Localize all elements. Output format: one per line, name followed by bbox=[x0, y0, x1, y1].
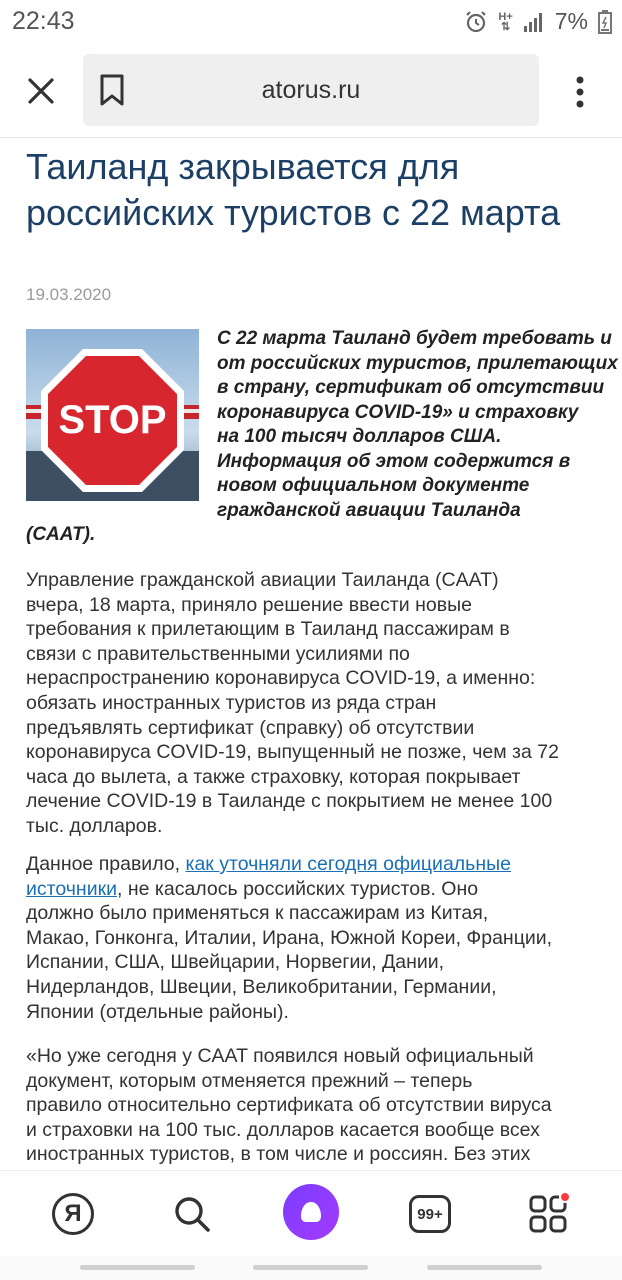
battery-icon bbox=[598, 10, 612, 34]
lead-line: гражданской авиации Таиланда bbox=[217, 499, 521, 521]
article bbox=[0, 139, 622, 1170]
alice-icon[interactable] bbox=[283, 1184, 339, 1240]
address-bar[interactable] bbox=[83, 54, 539, 126]
yandex-logo: Я bbox=[52, 1193, 94, 1235]
article-paragraph-2 bbox=[26, 852, 598, 1024]
lead-line: от российских туристов, прилетающих bbox=[217, 352, 618, 374]
notification-dot bbox=[559, 1191, 571, 1203]
lead-line: С 22 марта Таиланд будет требовать и bbox=[217, 328, 612, 349]
paragraph-line: «Но уже сегодня у CAAT появился новый официальный bbox=[26, 1045, 534, 1067]
paragraph-line bbox=[26, 852, 598, 877]
url-text: atorus.ru bbox=[261, 76, 361, 104]
tabs-count: 99+ bbox=[409, 1195, 451, 1233]
status-icons bbox=[464, 8, 612, 35]
gesture-home-handle[interactable] bbox=[253, 1265, 368, 1270]
paragraph-line: связи с правительственными усилиями по bbox=[26, 642, 410, 665]
paragraph-line: предъявлять сертификат (справку) об отсутствии bbox=[26, 716, 475, 739]
status-time: 22:43 bbox=[12, 7, 75, 35]
article-lead bbox=[26, 327, 618, 548]
paragraph-line: Японии (отдельные районы). bbox=[26, 1000, 289, 1023]
lead-line: на 100 тысяч долларов США. bbox=[217, 426, 502, 447]
paragraph-text: , не касалось российских туристов. Оно bbox=[117, 877, 479, 900]
lead-line: новом официальном документе bbox=[217, 475, 530, 496]
lead-line: в страну, сертификат об отсутствии bbox=[217, 377, 605, 398]
article-paragraph-1 bbox=[26, 568, 598, 839]
signal-icon bbox=[523, 11, 545, 33]
apps-icon[interactable] bbox=[523, 1189, 573, 1239]
paragraph-line: лечение COVID-19 в Таиланде с покрытием не менее 100 bbox=[26, 790, 553, 813]
paragraph-line: правило относительно сертификата об отсутствии вируса bbox=[26, 1094, 552, 1117]
paragraph-line: и страховки на 100 тыс. долларов касается вообще всех bbox=[26, 1118, 540, 1141]
browser-toolbar bbox=[0, 44, 622, 138]
lead-line: коронавируса COVID-19» и страховку bbox=[217, 401, 579, 423]
tabs-icon[interactable] bbox=[405, 1189, 455, 1239]
status-bar bbox=[0, 0, 622, 44]
alarm-icon bbox=[464, 10, 488, 34]
search-icon[interactable] bbox=[167, 1189, 217, 1239]
paragraph-line: нераспространению коронавируса COVID-19, а именно: bbox=[26, 667, 536, 690]
paragraph-line: требования к прилетающим в Таиланд пассажирам в bbox=[26, 618, 510, 641]
yandex-icon[interactable] bbox=[48, 1189, 98, 1239]
lead-line: (CAAT). bbox=[26, 524, 96, 545]
paragraph-line bbox=[26, 877, 598, 902]
bottom-navigation bbox=[0, 1170, 622, 1256]
paragraph-line: обязать иностранных туристов из ряда стран bbox=[26, 691, 437, 714]
paragraph-line: тыс. долларов. bbox=[26, 814, 163, 837]
paragraph-line: иностранных туристов, в том числе и россиян. Без этих bbox=[26, 1143, 531, 1166]
gesture-recent-handle[interactable] bbox=[427, 1265, 542, 1270]
paragraph-line: Макао, Гонконга, Италии, Ирана, Южной Кореи, Франции, bbox=[26, 926, 553, 949]
stop-sign-text: STOP bbox=[58, 398, 167, 442]
network-type: H+ bbox=[498, 10, 513, 23]
article-title: Таиланд закрывается для российских туристов с 22 марта bbox=[26, 146, 561, 233]
paragraph-line: должно было применяться к пассажирам из Китая, bbox=[26, 902, 489, 925]
paragraph-line: часа до вылета, а также страховку, которая покрывает bbox=[26, 765, 521, 788]
paragraph-line: коронавируса COVID-19, выпущенный не позже, чем за 72 bbox=[26, 741, 559, 764]
paragraph-line: вчера, 18 марта, приняло решение ввести новые bbox=[26, 593, 472, 616]
gesture-bar bbox=[0, 1256, 622, 1280]
paragraph-line: документ, которым отменяется прежний – теперь bbox=[26, 1069, 473, 1092]
paragraph-line: Нидерландов, Швеции, Великобритании, Германии, bbox=[26, 975, 497, 998]
paragraph-text: Данное правило, bbox=[26, 853, 186, 875]
sources-link[interactable]: как уточняли сегодня официальные bbox=[185, 853, 511, 875]
battery-percent: 7% bbox=[554, 8, 588, 34]
close-icon[interactable] bbox=[18, 68, 64, 114]
more-vert-icon[interactable] bbox=[560, 70, 600, 114]
article-date: 19.03.2020 bbox=[26, 285, 112, 304]
network-icon: H+ ⇅ bbox=[498, 10, 513, 33]
paragraph-line: Испании, США, Швейцарии, Норвегии, Дании, bbox=[26, 951, 445, 974]
paragraph-line: Управление гражданской авиации Таиланда (CAAT) bbox=[26, 569, 499, 591]
lead-line: Информация об этом содержится в bbox=[217, 450, 571, 472]
sources-link-continued[interactable]: источники bbox=[26, 877, 118, 900]
gesture-back-handle[interactable] bbox=[80, 1265, 195, 1270]
